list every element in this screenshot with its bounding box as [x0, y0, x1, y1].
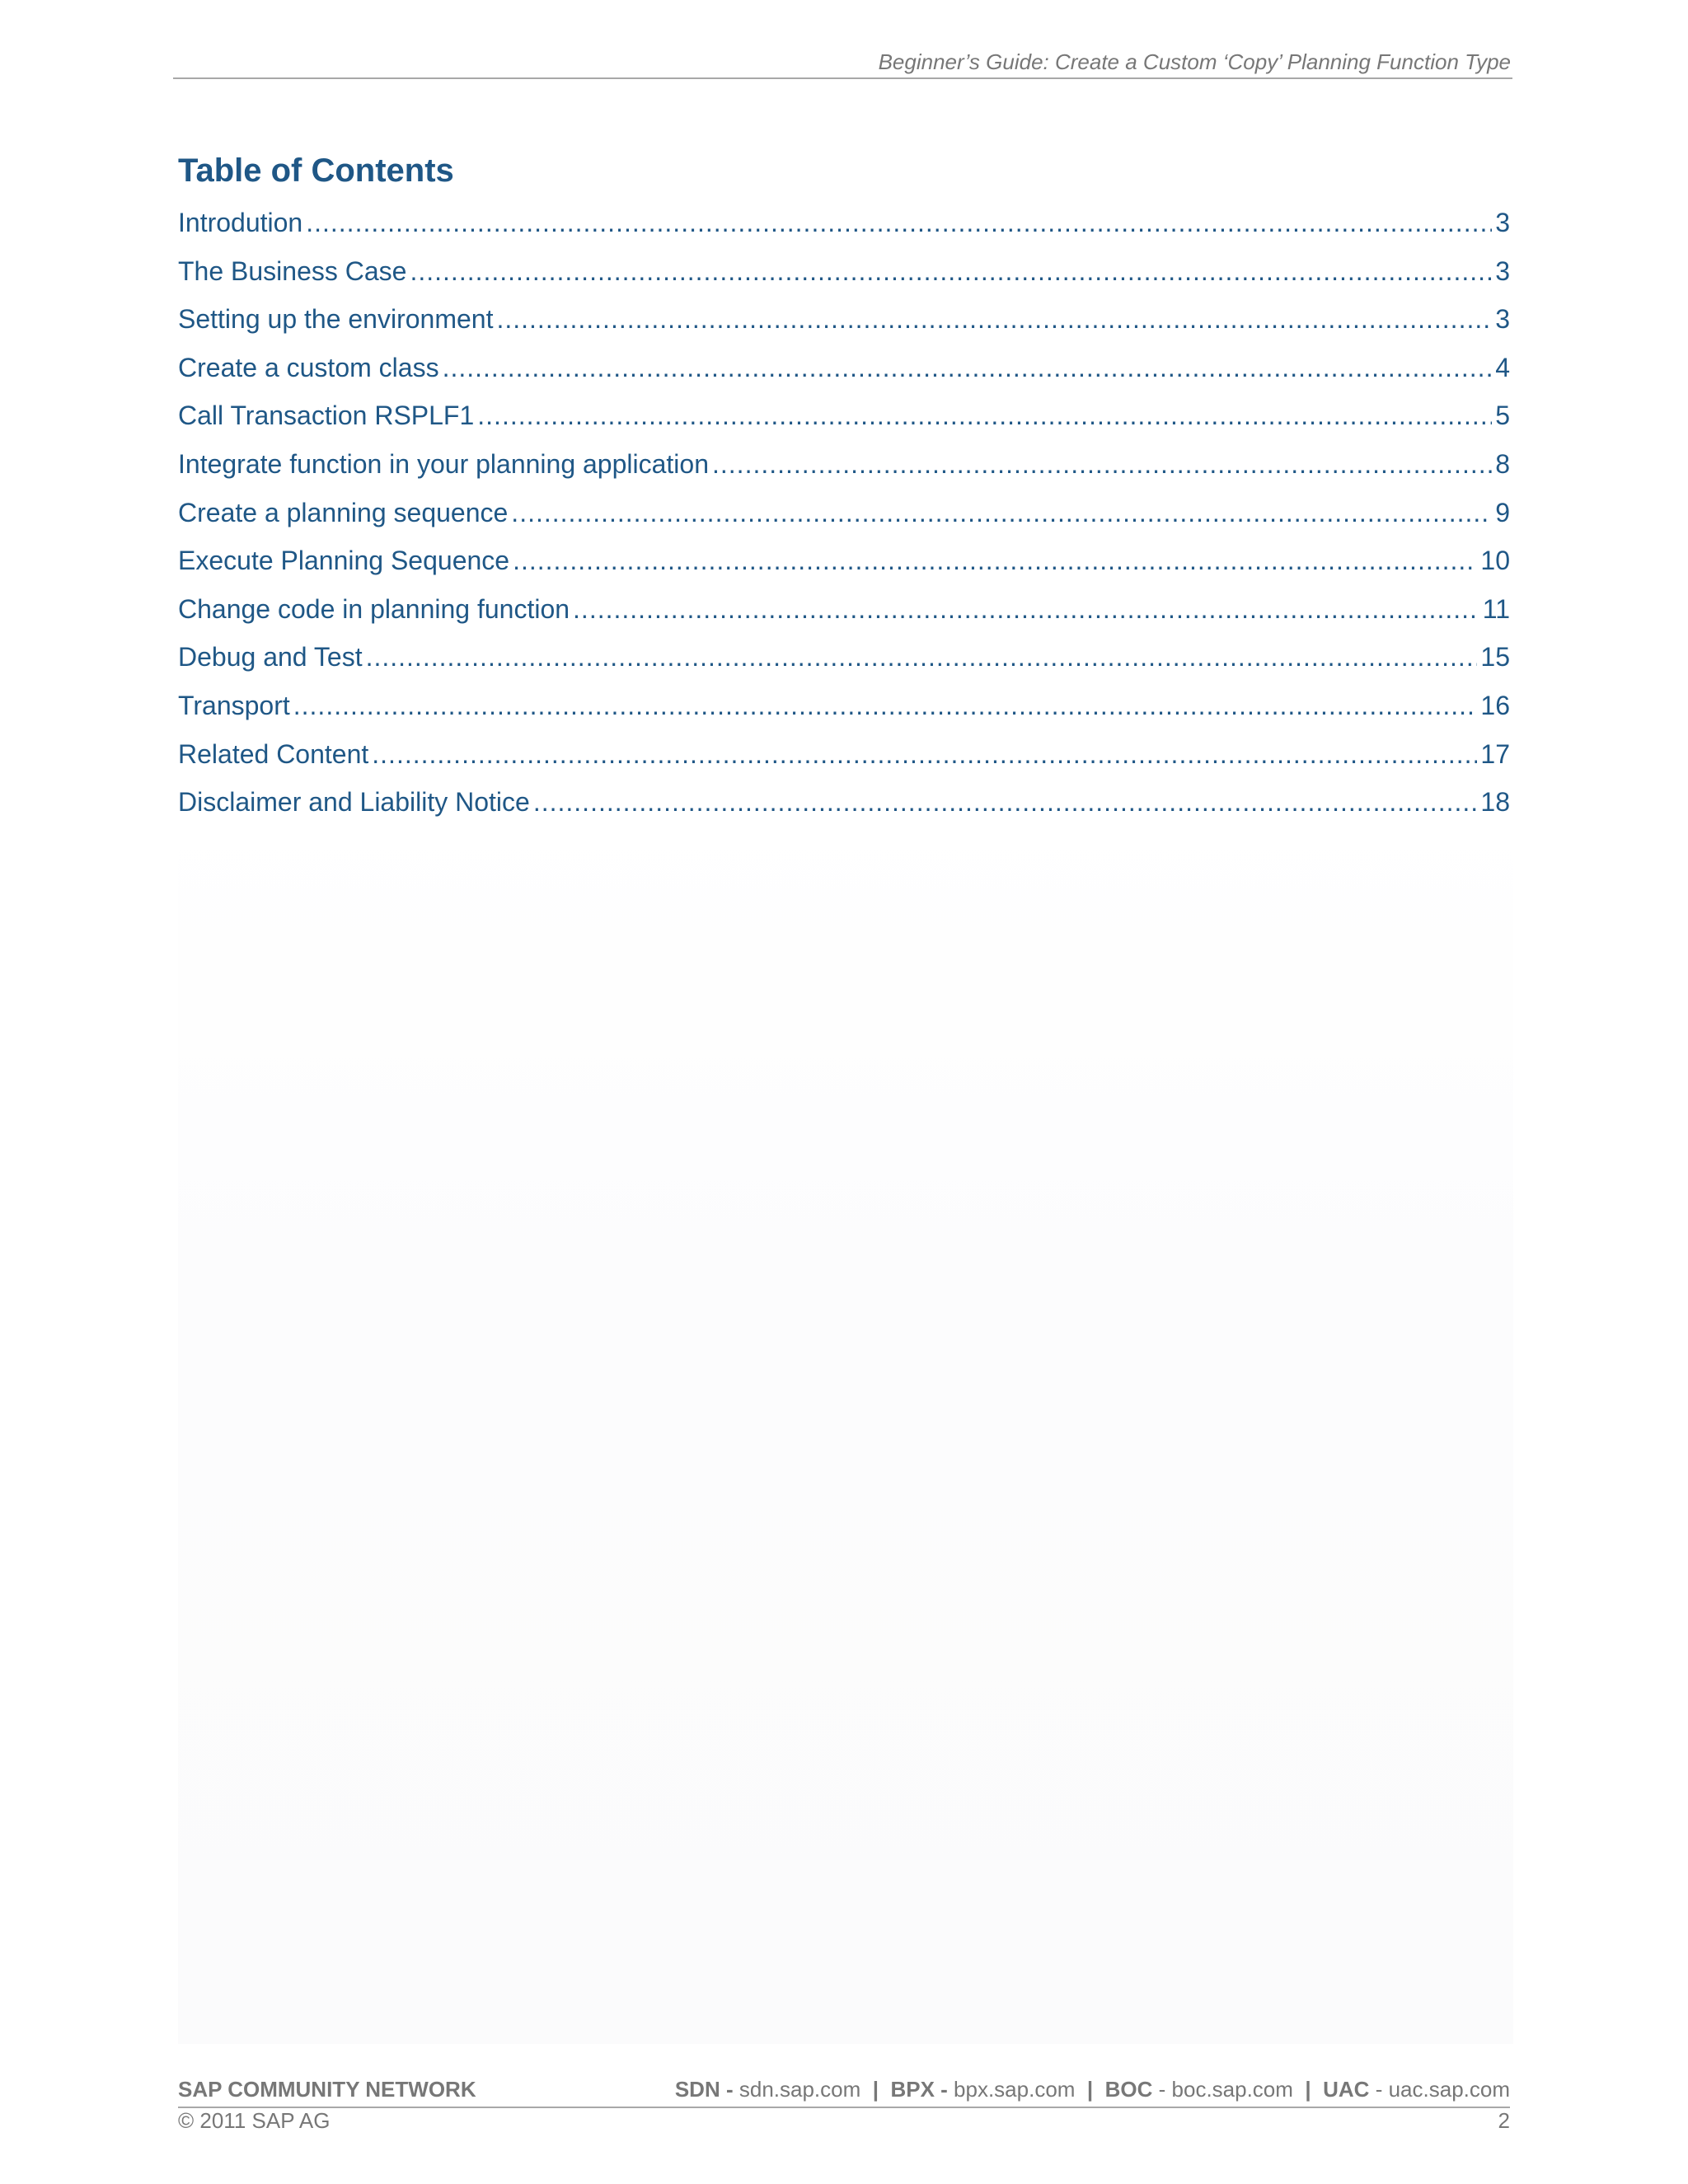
- footer-separator: |: [872, 2077, 879, 2102]
- toc-entry-page[interactable]: 16: [1480, 690, 1510, 720]
- toc-dot-leader: [513, 540, 1477, 581]
- footer-link-boc[interactable]: - boc.sap.com: [1158, 2077, 1293, 2102]
- footer-link-uac[interactable]: - uac.sap.com: [1375, 2077, 1510, 2102]
- toc-entry-page[interactable]: 17: [1480, 738, 1510, 769]
- toc-dot-leader: [712, 443, 1492, 485]
- toc-dot-leader: [511, 492, 1492, 533]
- toc-entry-integrate-function[interactable]: [178, 443, 1510, 492]
- page-background-shade: [178, 808, 1513, 2044]
- toc-dot-leader: [410, 251, 1492, 292]
- toc-entry-execute-planning-sequence[interactable]: [178, 540, 1510, 588]
- toc-entry-page[interactable]: 15: [1480, 642, 1510, 673]
- footer-copyright: © 2011 SAP AG: [178, 2108, 331, 2133]
- toc-entry-setting-up-environment[interactable]: [178, 298, 1510, 347]
- toc-dot-leader: [443, 347, 1493, 388]
- toc-dot-leader: [306, 202, 1492, 243]
- toc-entry-page[interactable]: 3: [1495, 255, 1510, 286]
- header-rule: [173, 77, 1512, 79]
- footer-brand: SAP COMMUNITY NETWORK: [178, 2077, 476, 2102]
- toc-entry-label[interactable]: Create a custom class: [178, 352, 439, 382]
- toc-entry-call-transaction[interactable]: [178, 395, 1510, 443]
- toc-entry-page[interactable]: 3: [1495, 208, 1510, 237]
- toc-dot-leader: [366, 636, 1478, 677]
- toc-entry-business-case[interactable]: [178, 251, 1510, 299]
- toc-entry-label[interactable]: Change code in planning function: [178, 593, 570, 624]
- footer-link-label-sdn: SDN -: [674, 2077, 734, 2102]
- toc-entry-label[interactable]: Transport: [178, 690, 290, 720]
- footer-link-label-bpx: BPX -: [890, 2077, 948, 2102]
- footer-link-label-boc: BOC: [1104, 2077, 1153, 2102]
- toc-entry-debug-and-test[interactable]: [178, 636, 1510, 685]
- toc-entry-label[interactable]: The Business Case: [178, 255, 407, 286]
- toc-dot-leader: [477, 395, 1492, 436]
- toc-entry-create-custom-class[interactable]: [178, 347, 1510, 396]
- toc-entry-label[interactable]: Debug and Test: [178, 642, 363, 673]
- toc-entry-page[interactable]: 5: [1495, 401, 1510, 431]
- toc-entry-label[interactable]: Disclaimer and Liability Notice: [178, 787, 530, 818]
- toc-entry-label[interactable]: Execute Planning Sequence: [178, 546, 510, 576]
- toc-entry-related-content[interactable]: [178, 733, 1510, 782]
- toc-entry-label[interactable]: Related Content: [178, 738, 369, 769]
- toc-list: [178, 202, 1510, 830]
- toc-entry-label[interactable]: Integrate function in your planning application: [178, 448, 709, 479]
- toc-title: Table of Contents: [178, 152, 454, 189]
- toc-entry-page[interactable]: 18: [1480, 787, 1510, 818]
- footer-separator: |: [1305, 2077, 1311, 2102]
- footer-link-label-uac: UAC: [1323, 2077, 1370, 2102]
- toc-dot-leader: [372, 733, 1477, 775]
- toc-entry-page[interactable]: 11: [1482, 593, 1510, 624]
- toc-entry-change-code[interactable]: [178, 588, 1510, 637]
- toc-entry-page[interactable]: 10: [1480, 546, 1510, 576]
- toc-dot-leader: [533, 781, 1478, 823]
- toc-entry-transport[interactable]: [178, 685, 1510, 733]
- toc-entry-label[interactable]: Call Transaction RSPLF1: [178, 401, 475, 431]
- footer-link-bpx[interactable]: bpx.sap.com: [954, 2077, 1076, 2102]
- footer-page-number: 2: [1498, 2108, 1510, 2133]
- toc-entry-page[interactable]: 8: [1495, 448, 1510, 479]
- running-header: Beginner’s Guide: Create a Custom ‘Copy’ Planning Function Type: [878, 49, 1511, 74]
- toc-entry-label[interactable]: Introdution: [178, 208, 303, 237]
- toc-entry-page[interactable]: 9: [1495, 497, 1510, 527]
- toc-entry-disclaimer[interactable]: [178, 781, 1510, 830]
- toc-entry-page[interactable]: 3: [1495, 304, 1510, 335]
- toc-dot-leader: [573, 588, 1479, 630]
- toc-entry-create-planning-sequence[interactable]: [178, 492, 1510, 541]
- toc-entry-introdution[interactable]: [178, 202, 1510, 251]
- footer-rule: [178, 2107, 1510, 2108]
- toc-entry-label[interactable]: Setting up the environment: [178, 304, 494, 335]
- footer-links: [675, 2075, 1510, 2103]
- footer-link-sdn[interactable]: sdn.sap.com: [738, 2077, 861, 2102]
- toc-entry-label[interactable]: Create a planning sequence: [178, 497, 509, 527]
- toc-dot-leader: [496, 298, 1492, 340]
- toc-dot-leader: [293, 685, 1478, 726]
- toc-entry-page[interactable]: 4: [1495, 352, 1510, 382]
- footer-separator: |: [1086, 2077, 1094, 2102]
